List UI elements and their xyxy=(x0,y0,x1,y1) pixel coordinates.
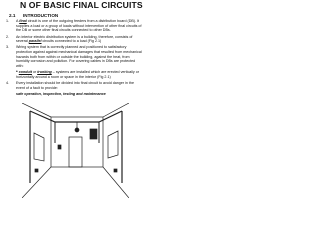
paragraph-2 xyxy=(6,35,142,44)
paragraph-number: 3. xyxy=(6,45,10,50)
paragraph-number: 1. xyxy=(6,19,10,23)
ceiling-edge-right xyxy=(103,103,129,117)
paragraph-number: 4. xyxy=(6,81,10,85)
distribution-board xyxy=(90,129,97,139)
body-paragraph-list xyxy=(6,19,142,98)
ceiling-edge-left xyxy=(22,103,51,117)
switch xyxy=(58,145,61,149)
paragraph-text: circuit is one of the outgoing feeders from a distribution board (DB). It supplies a load or a group of loads without intervention of other final circuits of the DB or some other final circuits connected to other DBs. xyxy=(16,19,142,33)
emphasized-term: trunking xyxy=(37,70,52,75)
paragraph-1 xyxy=(6,19,142,33)
paragraph-4 xyxy=(6,81,142,90)
paragraph-3-bullet xyxy=(6,70,142,79)
chapter-title: N OF BASIC FINAL CIRCUITS xyxy=(20,0,143,10)
paragraph-text: circuits connected to a load (Fig 2.1) xyxy=(41,39,102,44)
paragraph-text: An interior electric distribution system is a building, therefore, consists of several xyxy=(16,34,133,44)
bullet-icon: • xyxy=(16,69,18,76)
paragraph-number: 2. xyxy=(6,34,10,39)
conduit-run-top xyxy=(30,111,122,122)
socket-right xyxy=(114,169,117,172)
ceiling-lamp xyxy=(75,128,79,132)
paragraph-text: Wiring system that is correctly planned and positioned to satisfactory protection against against mechanical damages that resulted from mechanical hazards both from within or outside the building, against the heat, from humidity corrosion and pollution. For covering cables in DBs are protected with: xyxy=(16,45,142,69)
section-title: INTRODUCTION xyxy=(23,13,59,18)
left-wall-panel xyxy=(34,133,44,161)
paragraph-text: safe operation, inspection, testing and maintenance xyxy=(16,91,106,96)
paragraph-3 xyxy=(6,45,142,69)
emphasized-term: parallel xyxy=(28,39,42,44)
emphasized-term: conduit xyxy=(18,70,32,75)
right-wall-window xyxy=(108,131,118,158)
door xyxy=(69,137,82,167)
paragraph-text: Every installation should be divided into final circuit to avoid danger in the event of a fault to provide: xyxy=(16,81,134,90)
emphasized-term: final xyxy=(19,19,27,23)
paragraph-text: A xyxy=(16,19,19,23)
paragraph-4-continuation xyxy=(6,92,142,97)
paragraph-text: – systems are installed which are erected vertically or horizontally around a room or space in the interior (Fig 2.1) xyxy=(16,70,139,79)
socket-left xyxy=(35,169,38,172)
section-number: 2.1 xyxy=(9,13,16,18)
paragraph-text: or xyxy=(31,70,37,75)
room-wiring-diagram xyxy=(22,103,129,198)
